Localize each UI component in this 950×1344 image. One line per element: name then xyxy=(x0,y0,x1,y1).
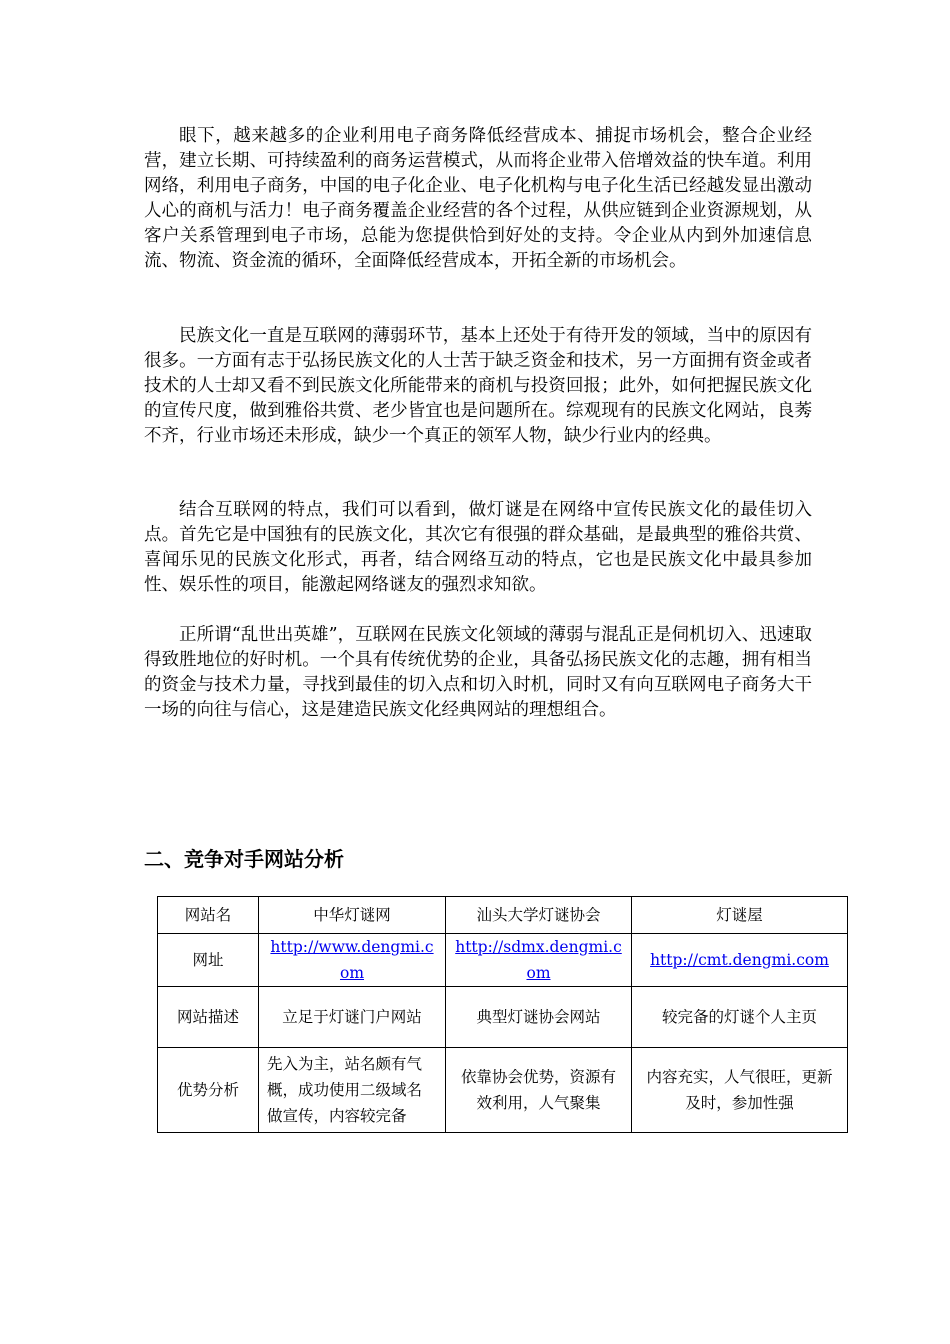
row-label-url: 网址 xyxy=(158,934,259,987)
table-row xyxy=(158,934,848,987)
description-cell: 典型灯谜协会网站 xyxy=(446,987,632,1048)
header-cell-site-3: 灯谜屋 xyxy=(632,897,848,934)
url-cell xyxy=(446,934,632,987)
url-link-site-1[interactable]: http://www.dengmi.com xyxy=(270,938,434,982)
table-row xyxy=(158,897,848,934)
table-row xyxy=(158,987,848,1048)
description-cell: 立足于灯谜门户网站 xyxy=(259,987,446,1048)
url-cell xyxy=(259,934,446,987)
table-row xyxy=(158,1048,848,1133)
row-label-advantages: 优势分析 xyxy=(158,1048,259,1133)
url-link-site-3[interactable]: http://cmt.dengmi.com xyxy=(650,951,829,969)
competitor-table xyxy=(157,896,848,1133)
url-cell xyxy=(632,934,848,987)
header-cell-site-1: 中华灯谜网 xyxy=(259,897,446,934)
paragraph-national-culture: 民族文化一直是互联网的薄弱环节，基本上还处于有待开发的领域，当中的原因有很多。一方面有志于弘扬民族文化的人士苦于缺乏资金和技术，另一方面拥有资金或者技术的人士却又看不到民族文化所能带来的商机与投资回报；此外，如何把握民族文化的宣传尺度，做到雅俗共赏、老少皆宜也是问题所在。综观现有的民族文化网站，良莠不齐，行业市场还未形成，缺少一个真正的领军人物，缺少行业内的经典。 xyxy=(144,326,812,446)
paragraph-ecommerce: 眼下，越来越多的企业利用电子商务降低经营成本、捕捉市场机会，整合企业经营，建立长期、可持续盈利的商务运营模式，从而将企业带入倍增效益的快车道。利用网络，利用电子商务，中国的电子化企业、电子化机构与电子化生活已经越发显出激动人心的商机与活力！电子商务覆盖企业经营的各个过程，从供应链到企业资源规划，从客户关系管理到电子市场，总能为您提供恰到好处的支持。令企业从内到外加速信息流、物流、资金流的循环，全面降低经营成本，开拓全新的市场机会。 xyxy=(144,126,812,271)
paragraph-lantern-riddles: 结合互联网的特点，我们可以看到，做灯谜是在网络中宣传民族文化的最佳切入点。首先它是中国独有的民族文化，其次它有很强的群众基础，是最典型的雅俗共赏、喜闻乐见的民族文化形式，再者，结合网络互动的特点，它也是民族文化中最具参加性、娱乐性的项目，能激起网络谜友的强烈求知欲。 xyxy=(144,500,812,595)
paragraph-opportunity: 正所谓“乱世出英雄”，互联网在民族文化领域的薄弱与混乱正是伺机切入、迅速取得致胜地位的好时机。一个具有传统优势的企业，具备弘扬民族文化的志趣，拥有相当的资金与技术力量，寻找到最佳的切入点和切入时机，同时又有向互联网电子商务大干一场的向往与信心，这是建造民族文化经典网站的理想组合。 xyxy=(144,625,812,720)
header-cell-site-2: 汕头大学灯谜协会 xyxy=(446,897,632,934)
row-label-description: 网站描述 xyxy=(158,987,259,1048)
section-heading: 二、竞争对手网站分析 xyxy=(144,847,344,871)
advantage-cell: 依靠协会优势，资源有效利用，人气聚集 xyxy=(446,1048,632,1133)
advantage-cell: 内容充实，人气很旺，更新及时，参加性强 xyxy=(632,1048,848,1133)
description-cell: 较完备的灯谜个人主页 xyxy=(632,987,848,1048)
advantage-cell: 先入为主，站名颇有气概，成功使用二级域名做宣传，内容较完备 xyxy=(259,1048,446,1133)
url-link-site-2[interactable]: http://sdmx.dengmi.com xyxy=(455,938,622,982)
header-cell-site-name: 网站名 xyxy=(158,897,259,934)
